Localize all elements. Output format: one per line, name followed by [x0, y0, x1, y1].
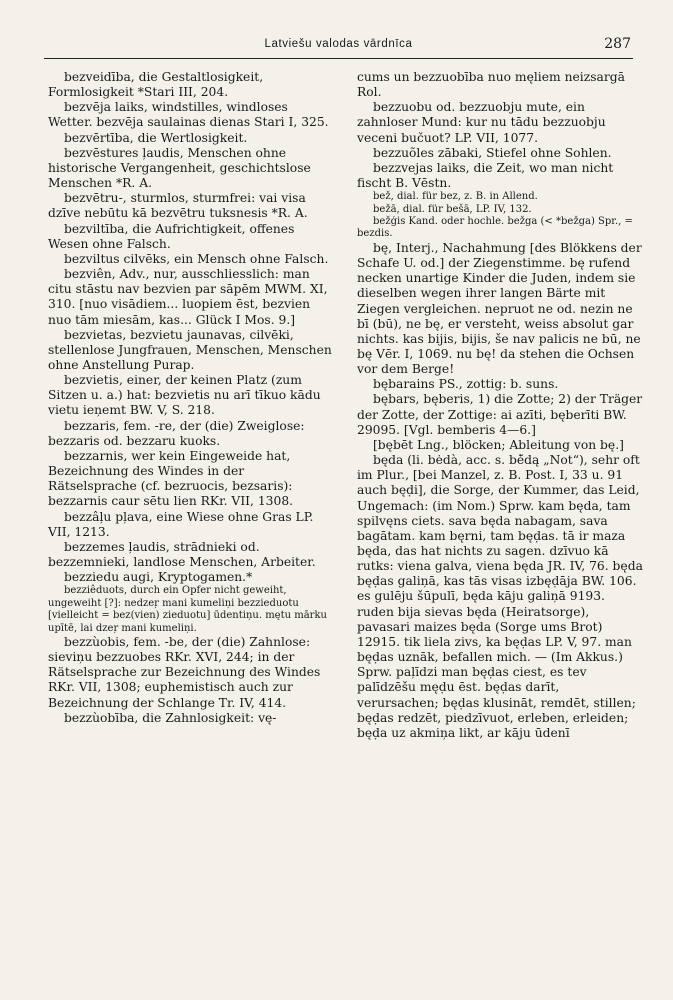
dictionary-entry: bezzùobis, fem. -be, der (die) Zahnlose: sieviņu bezzuobes RKr. XVI, 244; in der Rätselsprache zur Bezeichnung des Windes RKr. VII, 1308; euphemistisch auch zur Bezeichnung der Schlange Tr. IV, 414. [48, 634, 321, 710]
dictionary-entry: bezzaris, fem. -re, der (die) Zweiglose: bezzaris od. bezzaru kuoks. [48, 418, 305, 448]
dictionary-entry: bezvietas, bezvietu jaunavas, cilvēki, stellenlose Jungfrauen, Menschen, Menschen ohne Anstellung Purap. [48, 327, 332, 372]
dictionary-entry: bezvēstures ļaudis, Menschen ohne historische Vergangenheit, geschichtslose Menschen *R. A. [48, 145, 311, 191]
dictionary-entry: bezvērtība, die Wertlosigkeit. [64, 130, 248, 145]
dictionary-entry: będa (li. bėdà, acc. s. bė̃dą „Not“), sehr oft im Plur., [bei Manzel, z. B. Post. I, 33 u. 91 auch bęḍi], die Sorge, der Kummer, das Leid, Ungemach: (im Nom.) Sprw. kam będa, tam spilvęns ciets. sava będa nabagam, sava bagātam. kam bęrni, tam bęḍas. tā ir maza będa, das hat nichts zu sagen. dzīvuo kā rutks: viena galva, viena będa JR. IV, 76. będa bęḍas galiņā, kas tās visas izbęḍāja BW. 106. es gulēju šūpulī, będa kāju galiņā 9193. ruden bija sievas będa (Heiratsorge), pavasari maizes będa (Sorge ums Brot) 12915. tik liela zivs, ka bęḍas LP. V, 97. man bęḍas uznāk, befallen mich. — (Im Akkus.) Sprw. paļīdzi man bęḍas ciest, es tev palīdzēšu męḍu ēst. bęḍas darīt, verursachen; bęḍas klusināt, remdēt, stillen; bęḍas redzēt, piedzīvuot, erleben, erleiden; bęḍa uz akmiņa likt, ar kāju ūdenī [357, 453, 643, 740]
dictionary-entry: bezzuobu od. bezzuobju mute, ein zahnloser Mund: kur nu tādu bezzuobju veceni bučuot? LP. VII, 1077. [357, 100, 606, 145]
dictionary-entry: bež, dial. für bez, z. B. in Allend. [373, 191, 538, 203]
dictionary-entry: bezzarnis, wer kein Eingeweide hat, Bezeichnung des Windes in der Rätselsprache (cf. bezruocis, bezsaris): bezzarnis caur sētu lien RKr. VII, 1308. [48, 448, 294, 509]
dictionary-entry: bezvēja laiks, windstilles, windloses Wetter. bezvēja saulainas dienas Stari I, 325. [48, 100, 329, 130]
dictionary-entry: cums un bezzuobība nuo męliem neizsargā Rol. [357, 70, 625, 100]
dictionary-entry: bezzemes ļaudis, strādnieki od. bezzemnieki, landlose Menschen, Arbeiter. [48, 539, 316, 569]
dictionary-entry: bezviltus cilvēks, ein Mensch ohne Falsch. [64, 251, 329, 266]
left-column [48, 70, 335, 741]
page-number: 287 [604, 36, 631, 52]
dictionary-entry: bezzuõles zābaki, Stiefel ohne Sohlen. [373, 145, 612, 160]
running-head [44, 36, 633, 59]
dictionary-entry: [bębēt Lng., blöcken; Ableitung von bę.] [373, 437, 624, 452]
dictionary-entry: bezziedu augi, Kryptogamen.* [64, 570, 253, 585]
dictionary-entry: bezzâļu pļava, eine Wiese ohne Gras LP. VII, 1213. [48, 509, 314, 539]
running-title: Latviešu valodas vārdnīca [264, 38, 413, 50]
text-columns [48, 70, 644, 741]
dictionary-entry: bębars, bęberis, 1) die Zotte; 2) der Träger der Zotte, der Zottige: ai azīti, bęberīti BW. 29095. [Vgl. bemberis 4—6.] [357, 392, 643, 437]
dictionary-entry: bežā, dial. für bešā, LP. IV, 132. [373, 203, 532, 215]
dictionary-entry: bezzùobība, die Zahnlosigkeit: vę- [64, 710, 277, 725]
right-column [357, 70, 644, 741]
dictionary-entry: bezvietis, einer, der keinen Platz (zum Sitzen u. a.) hat: bezvietis nu arī tīkuo kādu vietu ieņemt BW. V, S. 218. [48, 373, 321, 418]
dictionary-entry: bezzvejas laiks, die Zeit, wo man nicht fischt B. Vēstn. [357, 160, 614, 191]
dictionary-entry: bezviên, Adv., nur, ausschliesslich: man citu stāstu nav bezvien par sāpēm MWM. XI, 310. [nuo visādiem... luopiem ēst, bezvien nuo tām miesām, kas... Glück I Mos. 9.] [48, 267, 328, 327]
dictionary-entry: bezziêduots, durch ein Opfer nicht geweiht, ungeweiht [?]: nedzeŗ mani kumeliņi bezzieduotu [vielleicht = bez(vien) zieduotu] ūdentiņu. mętu mārku upītē, lai dzeŗ mani kumeliņi. [48, 585, 327, 634]
dictionary-entry: bežģis Kand. oder hochle. bežga (< *bežga) Spr., = bezdis. [357, 216, 633, 240]
dictionary-entry: bę, Interj., Nachahmung [des Blökkens der Schafe U. od.] der Ziegenstimme. bę rufend necken unartige Kinder die Juden, indem sie dieselben wegen ihrer langen Bärte mit Ziegen vergleichen. nepruot ne od. nezin ne bī (bū), ne bę, er versteht, weiss absolut gar nichts. kas bijis, bijis, še nav palicis ne bū, ne bę Vēr. I, 1069. nu bę! da stehen die Ochsen vor dem Berge! [357, 240, 642, 377]
dictionary-entry: bębarains PS., zottig: b. suns. [373, 377, 559, 392]
dictionary-entry: bezvētru-, sturmlos, sturmfrei: vai visa dzīve nebūtu kā bezvētru tuksnesis *R. A. [48, 191, 308, 221]
dictionary-entry: bezveidība, die Gestaltlosigkeit, Formlosigkeit *Stari III, 204. [48, 70, 264, 100]
dictionary-entry: bezviltība, die Aufrichtigkeit, offenes Wesen ohne Falsch. [48, 221, 295, 251]
